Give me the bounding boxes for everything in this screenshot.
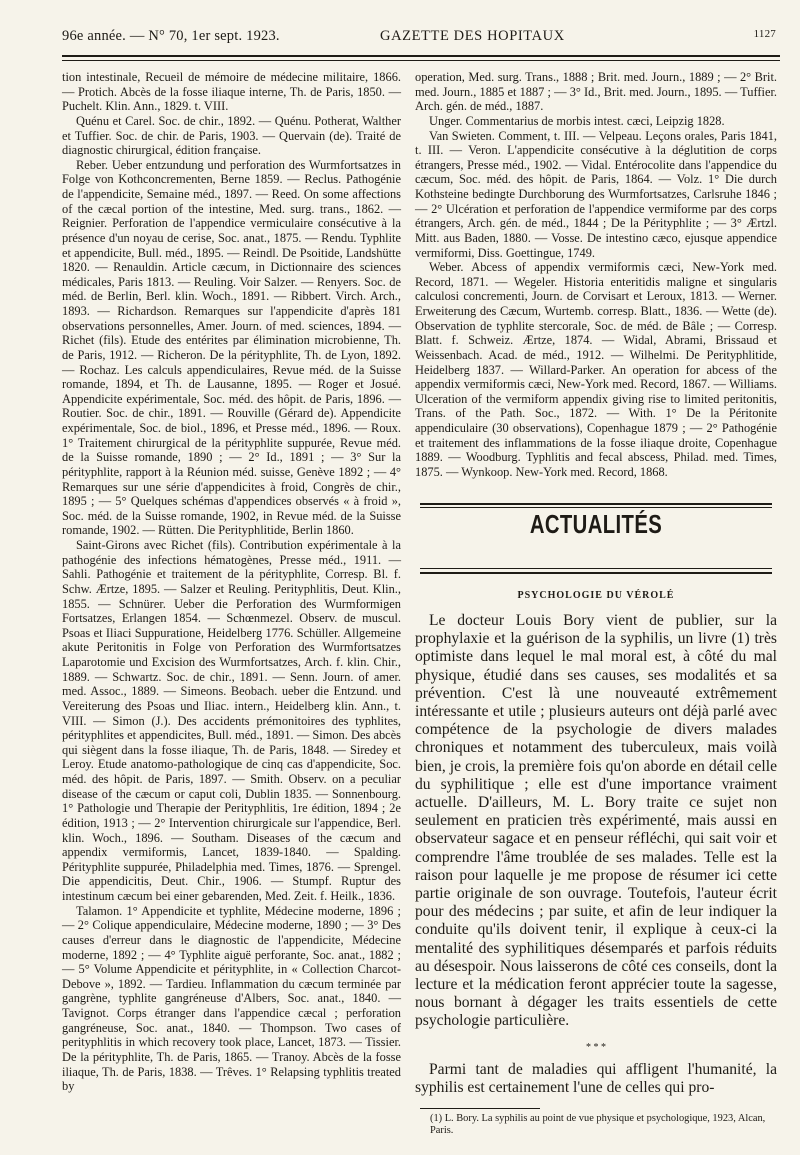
footnote: (1) L. Bory. La syphilis au point de vue physique et psychologique, 1923, Alcan, Paris. [430,1113,766,1137]
bibliography-paragraph: Talamon. 1° Appendicite et typhlite, Médecine moderne, 1896 ; — 2° Colique appendiculaire, Médecine moderne, 1890 ; — 3° Des causes d'erreur dans le diagnostic de l'appendicite, Médecine moderne, 1892 ; — 4° Typhlite aiguë perforante, Soc. anat., 1882 ; — 5° Volume Appendicite et pérityphlite, in « Collection Charcot-Debove », 1892. — Tardieu. Inflammation du cæcum terminée par gangrène, typhlite gangréneuse d'Albers, Soc. anat., 1840. — Tavignot. Corps étranger dans l'appendice cæcal ; perforation gangréneuse, Soc. anat., 1840. — Thompson. Two cases of perityphlitis in which recovery took place, Lancet, 1873. — Tissier. De la pérityphlite, Th. de Paris, 1865. — Tranoy. Abcès de la fosse iliaque, Th. de Paris, 1838. — Trêves. 1° Relapsing typhlitis treated by [62,903,401,1094]
section-rule [420,568,772,569]
right-column-bibliography [415,70,777,480]
article-body [415,612,777,1097]
bibliography-paragraph: tion intestinale, Recueil de mémoire de médecine militaire, 1866. — Protich. Abcès de la fosse iliaque interne, Th. de Paris, 1850. — Puchelt. Klin. Ann., 1829. t. VIII. [62,70,401,114]
section-rule [420,503,772,505]
journal-title: GAZETTE DES HOPITAUX [380,28,565,44]
header-rule-thin [62,60,780,61]
bibliography-paragraph: Van Swieten. Comment, t. III. — Velpeau. Leçons orales, Paris 1841, t. III. — Veron. L'appendicite consécutive à la déglutition de corps étrangers, Presse méd., 1902. — Vidal. Entérocolite dans l'appendice du cæcum, Soc. méd. des hôpit. de Paris, 1864. — Volz. 1° Die durch Kothsteine bedingte Durchborung des Wurmfortsatzes, Carlsruhe 1846 ; — 2° Ulcération et perforation de l'appendice vermiforme par des corps étrangers, Arch. gén. de méd., 1844 ; De la Pérityphlite ; — 3° Ærtzl. Mitt. aus Baden, 1880. — Vosse. De intestino cæco, ejusque appendice vermiformi, Diss. Goettingue, 1749. [415,128,777,260]
bibliography-paragraph: Saint-Girons avec Richet (fils). Contribution expérimentale à la pathogénie des infections hématogènes, Presse méd., 1911. — Sahli. Pathogénie et traitement de la pérityphlite, Corresp. Bl. f. Schw. Ærtze, 1895. — Salzer et Reuling. Perityphlitis, Deut. Klin., 1855. — Schnürer. Ueber die Perforation des Wurmformigen Fortsatzes, Erlangen 1854. — Schœnmezel. Observ. de muscul. Psoas et Iliaci Suppuratione, Heidelberg 1776. Schüller. Allgemeine akute Peritonitis in Folge von Perforation des Wurmfortsatzes Laparotomie und Excision des Wurmfortsatzes, Arch. f. klin. Chir., 1889. — Schwartz. Soc. de chir., 1891. — Senn. Journ. of amer. med. Assoc., 1889. — Simeons. Beobach. ueber die Entzund. und Vereiterung des Psoas und Iliac. intern., Heidelberg klin. Ann., t. VIII. — Simon (J.). Des accidents prémonitoires des typhlites, pérityphlites et appendicites, Bull. méd., 1891. — Simon. Des abcès qui siègent dans la fosse iliaque, Th. de Paris, 1848. — Siredey et Leroy. Etude anatomo-pathologique de cinq cas d'appendicite, Soc. méd. des hôpit. de Paris, 1897. — Smith. Observ. on a peculiar disease of the cæcum or caput coli, Dublin 1835. — Sonnenbourg. 1° Pathologie und Therapie der Perityphlitis, 1re édition, 1894 ; 2e édition, 1913 ; — 2° Intervention chirurgicale sur l'appendice, Berl. klin. Woch., 1896. — Southam. Diseases of the cæcum and appendix vermiformis, Lancet, 1839-1840. — Spalding. Pérityphlite suppurée, Philadelphia med. Times, 1876. — Sprengel. Die appendicitis, Deut. Chir., 1906. — Stumpf. Ruptur des intestinum cæcum bei einer gebarenden, Med. Zeit. f. Heilk., 1836. [62,538,401,903]
article-paragraph: Parmi tant de maladies qui affligent l'humanité, la syphilis est certainement l'une de celles qui pro- [415,1060,777,1096]
left-column [62,70,401,1094]
page-number: 1127 [753,28,776,40]
bibliography-paragraph: Reber. Ueber entzundung und perforation des Wurmfortsatzes in Folge von Kothconcrementen, Berne 1859. — Reclus. Pathogénie de l'appendicite, Semaine méd., 1897. — Reed. On some affections of the cæcal portion of the intestine, Med. surg. trans., 1862. — Reignier. Perforation de l'appendice vermiculaire consécutive à la présence d'un noyau de cerise, Soc. anat., 1875. — Rendu. Typhlite et appendicite, Bull. méd., 1895. — Reindl. De Psoitide, Landshütte 1820. — Renauldin. Article cæcum, in Dictionnaire des sciences médicales, Paris 1813. — Reuling. Voir Salzer. — Renyers. Soc. de méd. de Berlin, Berl. klin. Woch., 1891. — Ribbert. Virch. Arch., 1893. — Richardson. Remarques sur l'appendicite d'après 181 observations personnelles, Amer. Journ. of med. sciences, 1894. — Richet (fils). Etude des entérites par élimination microbienne, Th. de Paris, 1912. — Richeron. De la pérityphlite, Th. de Lyon, 1892. — Rochaz. Les calculs appendiculaires, Revue méd. de la Suisse romande, 1894, et Th. de Lausanne, 1895. — Roger et Josué. Appendicite expérimentale, Soc. méd. des hôpit. de Paris, 1896. — Routier. Soc. de chir., 1891. — Rouville (Gérard de). Appendicite expérimentale, Soc. de biol., 1896, et Presse méd., 1896. — Roux. 1° Traitement chirurgical de la pérityphlite suppurée, Revue méd. de la Suisse romande, 1890 ; — 2° Id., 1891 ; — 3° Sur la pérityphlite, rapport à la Réunion méd. suisse, Genève 1892 ; — 4° Remarques sur une série d'appendicites à froid, Congrès de chir., 1895 ; — 5° Quelques schémas d'appendices observés « à froid », Soc. méd. de la Suisse romande, 1902, in Revue méd. de la Suisse romande, 1902. — Rütten. Die Perityphlitide, Berlin 1860. [62,157,401,538]
bibliography-paragraph: Quénu et Carel. Soc. de chir., 1892. — Quénu. Potherat, Walther et Tuffier. Soc. de chir. de Paris, 1903. — Quervain (de). Traité de diagnostic chirurgical, édition française. [62,113,401,158]
bibliography-paragraph: operation, Med. surg. Trans., 1888 ; Brit. med. Journ., 1889 ; — 2° Brit. med. Journ., 1885 et 1887 ; — 3° Id., Brit. med. Journ., 1895. — Tuffier. Arch. gén. de méd., 1887. [415,70,777,114]
issue-info: 96e année. — N° 70, 1er sept. 1923. [62,28,280,44]
page-header [62,22,780,44]
header-rule [62,55,780,57]
bibliography-paragraph: Unger. Commentarius de morbis intest. cæci, Leipzig 1828. [429,113,725,128]
section-title: ACTUALITÉS [529,509,663,539]
footnote-rule [420,1108,540,1109]
article-paragraph: Le docteur Louis Bory vient de publier, sur la prophylaxie et la guérison de la syphilis, un livre (1) très optimiste dans lequel le mal moral est, à côté du mal physique, étudié dans ses causes, ses modalités et sa prévention. C'est là une nouveauté extrêmement intéressante et utile ; plusieurs auteurs ont déjà parlé avec compétence de la psychologie de divers malades chroniques et notamment des tuberculeux, mais voilà bien, je crois, la première fois qu'on aborde en détail celle du syphilitique ; elle est d'une importance vraiment actuelle. D'ailleurs, M. L. Bory traite ce sujet non seulement en praticien très expérimenté, mais aussi en observateur sagace et en penseur réfléchi, qui sait voir et comprendre l'âme troublée de ses malades. Telle est la raison pour laquelle je me propose de résumer ici cette partie originale de son ouvrage. Toutefois, l'auteur écrit pour des médecins ; par suite, et afin de leur indiquer la conduite qu'ils doivent tenir, il explique à ceux-ci la mentalité des syphilitiques désemparés et parfois réduits au désespoir. Nous laisserons de côté ces conseils, dont la lecture et la médication feront apprécier toute la sagesse, nous bornant à dégager les traits essentiels de cette psychologie particulière. [415,612,777,1030]
separator-stars: * * * [586,1041,606,1053]
article-subheading: PSYCHOLOGIE DU VÉROLÉ [517,590,675,601]
bibliography-paragraph: Weber. Abcess of appendix vermiformis cæci, New-York med. Record, 1871. — Wegeler. Historia enteritidis maligne et singularis calculosi concrementi, Journ. de Corvisart et Leroux, 1813. — Werner. Erweiterung des Cæcum, Wurtemb. corresp. Blatt., 1836. — Wette (de). Observation de typhlite stercorale, Soc. de méd. de Bâle ; — Corresp. Blatt. f. Schweiz. Ærtze, 1874. — Widal, Abrami, Brissaud et Weissenbach. Acad. de méd., 1912. — Wilhelmi. De Perityphlitide, Heidelberg 1837. — Willard-Parker. An operation for abcess of the appendix vermiformis cæci, New-York med. Record, 1867. — Williams. Ulceration of the vermiform appendix giving rise to limited peritonitis, Trans. of the Path. Soc., 1872. — With. 1° De la Péritonite appendiculaire (30 observations), Copenhague 1879 ; — 2° Pathogénie et traitement des inflammations de la fosse iliaque droite, Copenhague 1889. — Woodburg. Typhlitis and fecal abscess, Philad. med. Times, 1875. — Wynkoop. New-York med. Record, 1868. [415,260,777,479]
section-rule-thin [420,507,772,508]
section-rule-thick [420,572,772,574]
